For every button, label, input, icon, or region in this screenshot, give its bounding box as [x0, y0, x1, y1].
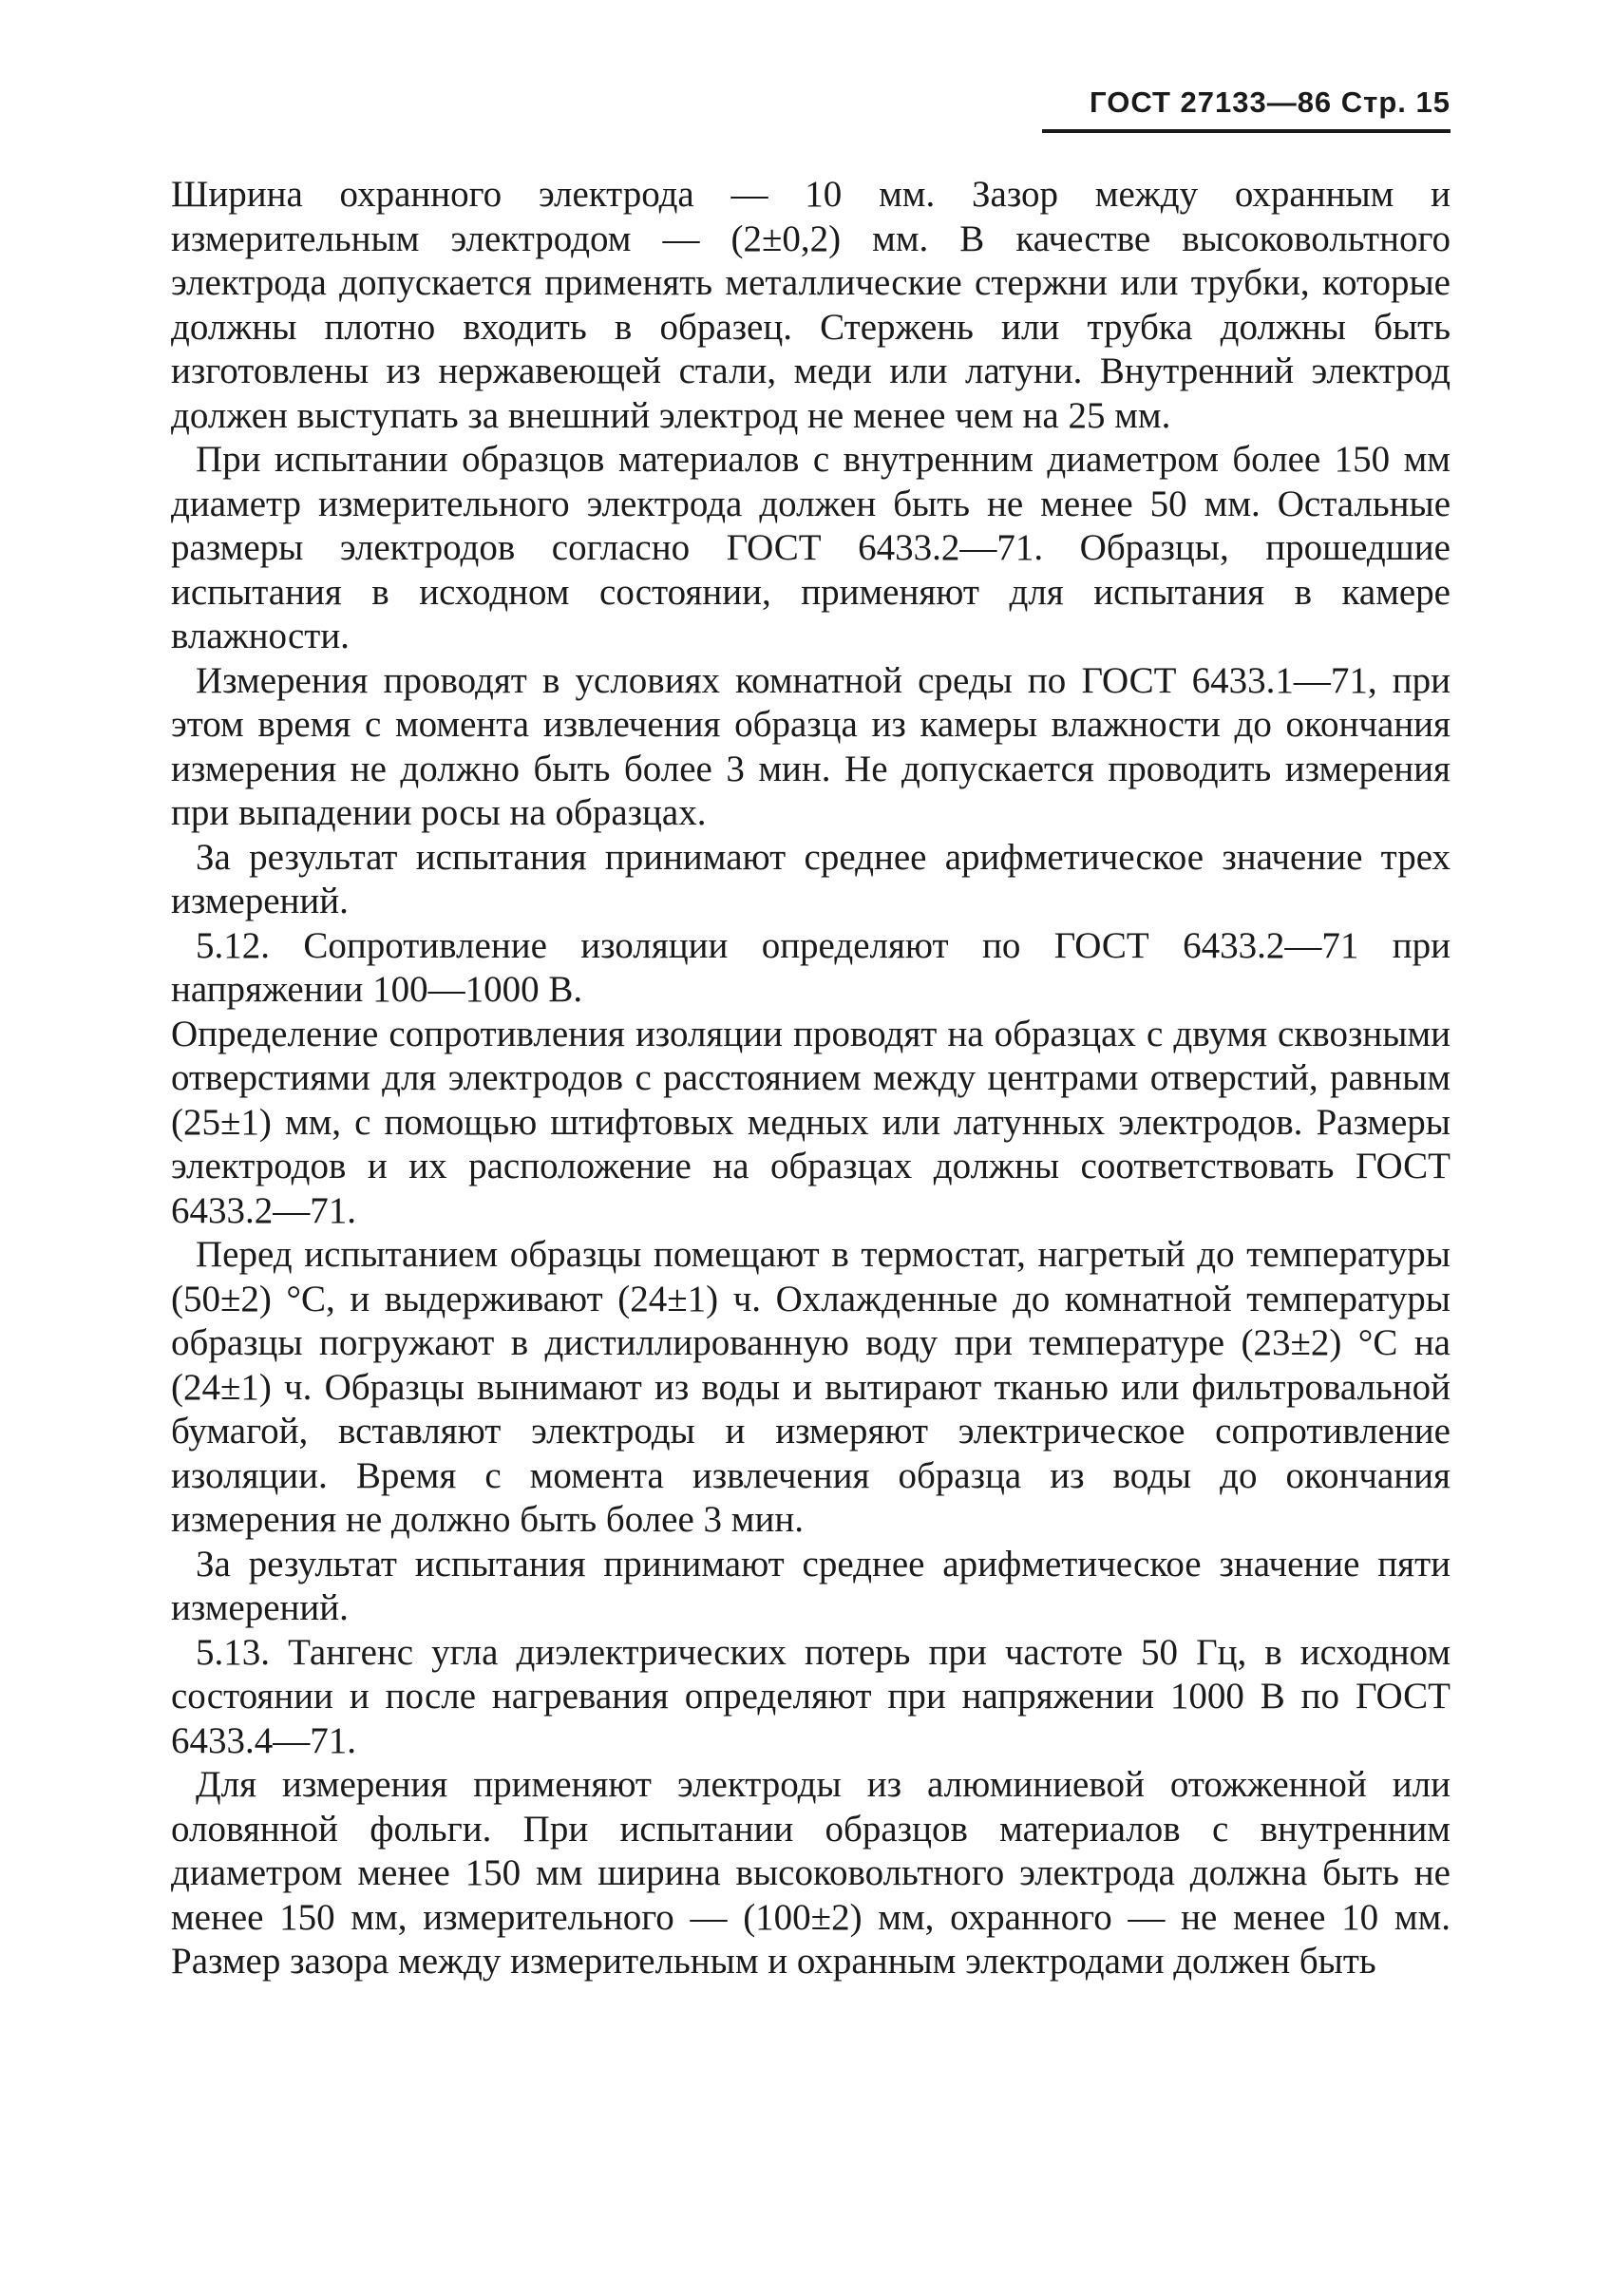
paragraph-measurement-conditions: Измерения проводят в условиях комнатной среды по ГОСТ 6433.1—71, при этом время с момента извлечения образца из камеры влажности до окончания измерения не должно быть более 3 мин. Не допускается проводить измерения при выпадении росы на образцах.: [171, 659, 1451, 833]
paragraph-foil-electrodes: Для измерения применяют электроды из алюминиевой отожженной или оловянной фольги. При испытании образцов материалов с внутренним диаметром менее 150 мм ширина высоковольтного электрода должна быть не менее 150 мм, измерительного — (100±2) мм, охранного — не менее 10 мм. Размер зазора между измерительным и охранным электродами должен быть: [171, 1764, 1451, 1982]
page-header: [1042, 85, 1451, 133]
document-body: [171, 173, 1451, 1984]
paragraph-5-13: 5.13. Тангенс угла диэлектрических потерь при частоте 50 Гц, в исходном состоянии и после нагревания определяют при напряжении 1000 В по ГОСТ 6433.4—71.: [171, 1631, 1451, 1761]
paragraph-thermostat: Перед испытанием образцы помещают в термостат, нагретый до температуры (50±2) °С, и выдерживают (24±1) ч. Охлажденные до комнатной температуры образцы погружают в дистиллированную воду при температуре (23±2) °С на (24±1) ч. Образцы вынимают из воды и вытирают тканью или фильтровальной бумагой, вставляют электроды и измеряют электрическое сопротивление изоляции. Время с момента извлечения образца из воды до окончания измерения не должно быть более 3 мин.: [171, 1234, 1451, 1540]
paragraph-large-diameter: При испытании образцов материалов с внутренним диаметром более 150 мм диаметр измерительного электрода должен быть не менее 50 мм. Остальные размеры электродов согласно ГОСТ 6433.2—71. Образцы, прошедшие испытания в исходном состоянии, применяют для испытания в камере влажности.: [171, 439, 1451, 656]
paragraph-result-three: За результат испытания принимают среднее арифметическое значение трех измерений.: [171, 836, 1451, 921]
paragraph-guard-electrode: Ширина охранного электрода — 10 мм. Зазор между охранным и измерительным электродом — (2±0,2) мм. В качестве высоковольтного электрода допускается применять металлические стержни или трубки, которые должны плотно входить в образец. Стержень или трубка должны быть изготовлены из нержавеющей стали, меди или латуни. Внутренний электрод должен выступать за внешний электрод не менее чем на 25 мм.: [171, 174, 1451, 436]
header-rule: [1042, 129, 1451, 133]
paragraph-5-12: 5.12. Сопротивление изоляции определяют по ГОСТ 6433.2—71 при напряжении 100—1000 В.: [171, 924, 1451, 1010]
paragraph-result-five: За результат испытания принимают среднее арифметическое значение пяти измерений.: [171, 1543, 1451, 1628]
page-header-title: ГОСТ 27133—86 Стр. 15: [1090, 85, 1451, 119]
paragraph-resistance-samples: Определение сопротивления изоляции проводят на образцах с двумя сквозными отверстиями для электродов с расстоянием между центрами отверстий, равным (25±1) мм, с помощью штифтовых медных или латунных электродов. Размеры электродов и их расположение на образцах должны соответствовать ГОСТ 6433.2—71.: [171, 1013, 1451, 1231]
